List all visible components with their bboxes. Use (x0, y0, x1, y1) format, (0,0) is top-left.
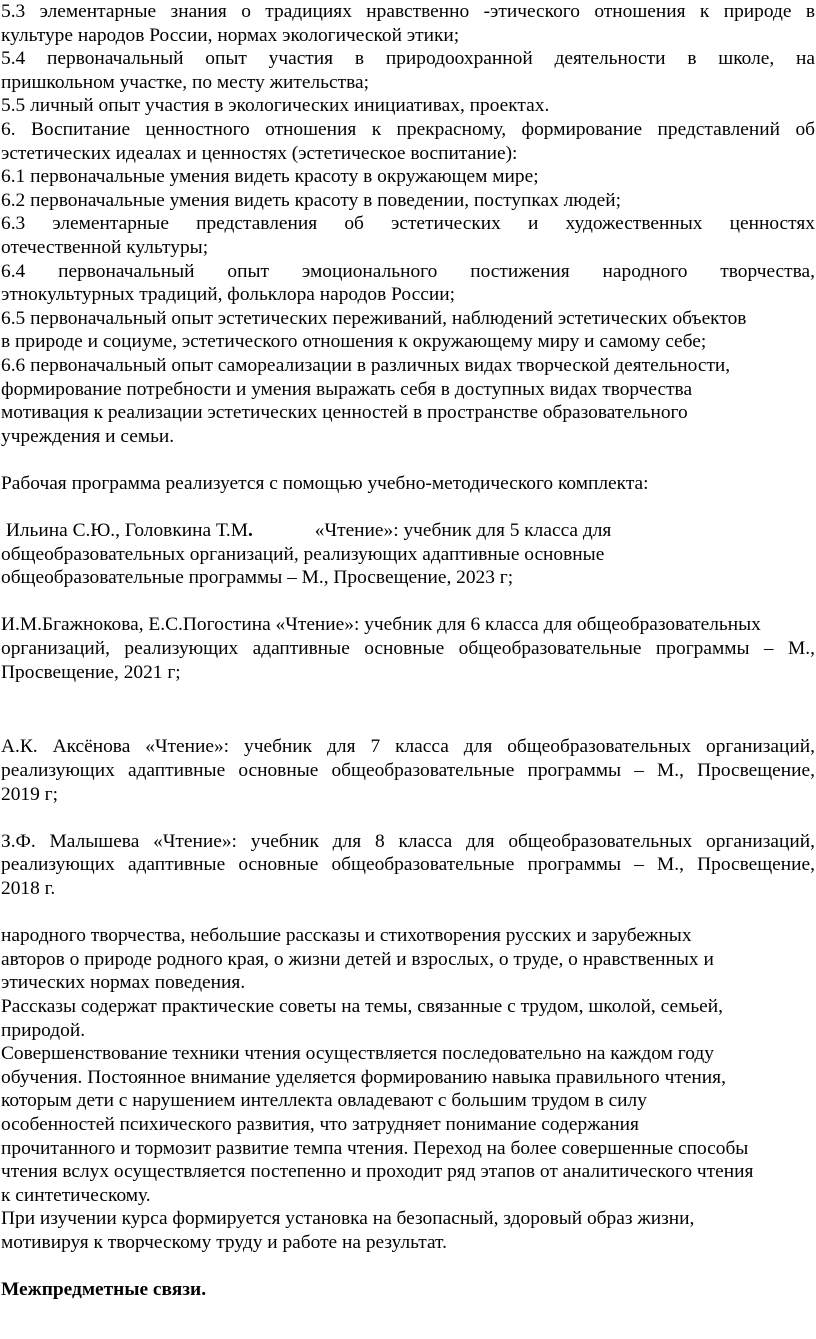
item-6-6-line-1: 6.6 первоначальный опыт самореализации в различных видах творческой деятельности, (1, 354, 731, 376)
item-6-1 (1, 165, 816, 189)
item-6-4-line-1: 6.4 первоначальный опыт эмоционального постижения народного творчества, (1, 260, 815, 282)
textbook-grade-7-line-3: 2019 г; (1, 783, 58, 805)
item-5-4-line-1: 5.4 первоначальный опыт участия в природоохранной деятельности в школе, на (1, 48, 815, 70)
textbook-grade-5-authors-dot: . (247, 520, 253, 542)
content-technique-line-7: к синтетическому. (1, 1184, 151, 1206)
textbook-grade-6-line-2: организаций, реализующих адаптивные основные общеобразовательные программы – М., (1, 638, 815, 660)
item-6 (1, 118, 816, 165)
content-folk-line-1: народного творчества, небольшие рассказы и стихотворения русских и зарубежных (1, 925, 692, 947)
spacer (1, 708, 816, 732)
content-folk-line-3: этических нормах поведения. (1, 972, 246, 994)
textbook-grade-5-line-2: общеобразовательных организаций, реализующих адаптивные основные (1, 543, 605, 565)
content-technique-line-2: обучения. Постоянное внимание уделяется формированию навыка правильного чтения, (1, 1066, 726, 1088)
content-health-line-1: При изучении курса формируется установка на безопасный, здоровый образ жизни, (1, 1208, 695, 1230)
content-technique-line-1: Совершенствование техники чтения осуществляется последовательно на каждом году (1, 1043, 714, 1065)
item-6-3 (1, 212, 816, 259)
item-5-3-line-1: 5.3 элементарные знания о традициях нравственно -этического отношения к природе в (1, 1, 815, 22)
textbook-grade-8-line-1: З.Ф. Малышева «Чтение»: учебник для 8 класса для общеобразовательных организаций, (1, 830, 815, 852)
spacer (1, 1254, 816, 1278)
content-technique-line-6: чтения вслух осуществляется постепенно и проходит ряд этапов от аналитического чтения (1, 1161, 754, 1183)
textbook-grade-6 (1, 613, 816, 684)
spacer (1, 901, 816, 925)
content-health-line-2: мотивируя к творческому труду и работе на результат. (1, 1231, 447, 1253)
textbook-grade-7-line-1: А.К. Аксёнова «Чтение»: учебник для 7 класса для общеобразовательных организаций, (1, 736, 815, 758)
item-6-4-line-2: этнокультурных традиций, фольклора народов России; (1, 284, 455, 306)
item-6-4 (1, 260, 816, 307)
textbook-grade-8-line-2: реализующих адаптивные основные общеобразовательные программы – М., Просвещение, (1, 854, 815, 876)
content-technique-line-4: особенностей психического развития, что затрудняет понимание содержания (1, 1113, 639, 1135)
item-6-3-line-2: отечественной культуры; (1, 236, 209, 258)
textbook-grade-5 (1, 519, 816, 590)
item-6-2-line-1: 6.2 первоначальные умения видеть красоту в поведении, поступках людей; (1, 189, 622, 211)
item-5-5 (1, 94, 816, 118)
item-6-6 (1, 354, 816, 448)
spacer (1, 806, 816, 830)
textbook-grade-6-line-1: И.М.Бгажнокова, Е.С.Погостина «Чтение»: учебник для 6 класса для общеобразовательных (1, 614, 761, 636)
item-6-6-line-2: формирование потребности и умения выражать себя в доступных видах творчества (1, 378, 693, 400)
item-5-3-line-2: культуре народов России, нормах экологической этики; (1, 24, 460, 46)
program-intro: Рабочая программа реализуется с помощью учебно-методического комплекта: (1, 472, 649, 494)
item-6-6-line-4: учреждения и семьи. (1, 425, 175, 447)
textbook-grade-8-line-3: 2018 г. (1, 877, 56, 899)
item-6-2 (1, 189, 816, 213)
item-5-5-line-1: 5.5 личный опыт участия в экологических инициативах, проектах. (1, 95, 550, 117)
textbook-grade-7-line-2: реализующих адаптивные основные общеобразовательные программы – М., Просвещение, (1, 760, 815, 781)
content-stories-line-2: природой. (1, 1019, 86, 1041)
content-technique (1, 1042, 816, 1207)
item-6-line-2: эстетических идеалах и ценностях (эстетическое воспитание): (1, 142, 518, 164)
content-technique-line-3: которым дети с нарушением интеллекта овладевают с большим трудом в силу (1, 1090, 647, 1112)
textbook-grade-5-line-1 (1, 519, 816, 543)
item-6-1-line-1: 6.1 первоначальные умения видеть красоту в окружающем мире; (1, 166, 539, 188)
textbook-grade-6-line-3: Просвещение, 2021 г; (1, 661, 181, 683)
item-6-3-line-1: 6.3 элементарные представления об эстетических и художественных ценностях (1, 213, 815, 235)
item-6-line-1: 6. Воспитание ценностного отношения к прекрасному, формирование представлений об (1, 118, 815, 140)
item-5-4-line-2: пришкольном участке, по месту жительства; (1, 71, 369, 93)
item-5-3 (1, 0, 816, 47)
content-folk (1, 924, 816, 995)
item-6-6-line-3: мотивация к реализации эстетических ценностей в пространстве образовательного (1, 402, 688, 424)
content-stories (1, 995, 816, 1042)
textbook-grade-5-line-3: общеобразовательные программы – М., Просвещение, 2023 г; (1, 567, 514, 589)
spacer (1, 495, 816, 519)
item-6-5 (1, 307, 816, 354)
spacer (1, 684, 816, 708)
content-folk-line-2: авторов о природе родного края, о жизни детей и взрослых, о труде, о нравственных и (1, 948, 714, 970)
heading-interdisciplinary: Межпредметные связи. (1, 1279, 207, 1301)
textbook-grade-5-authors: Ильина С.Ю., Головкина Т.М (5, 520, 248, 542)
content-health (1, 1207, 816, 1254)
textbook-grade-7 (1, 735, 816, 806)
item-6-5-line-2: в природе и социуме, эстетического отношения к окружающему миру и самому себе; (1, 331, 707, 353)
spacer (1, 448, 816, 472)
content-technique-line-5: прочитанного и тормозит развитие темпа чтения. Переход на более совершенные способы (1, 1137, 749, 1159)
content-stories-line-1: Рассказы содержат практические советы на темы, связанные с трудом, школой, семьей, (1, 995, 724, 1017)
item-5-4 (1, 47, 816, 94)
textbook-grade-5-title: «Чтение»: учебник для 5 класса для (314, 520, 612, 542)
textbook-grade-8 (1, 830, 816, 901)
item-6-5-line-1: 6.5 первоначальный опыт эстетических переживаний, наблюдений эстетических объектов (1, 307, 747, 329)
spacer (1, 590, 816, 614)
